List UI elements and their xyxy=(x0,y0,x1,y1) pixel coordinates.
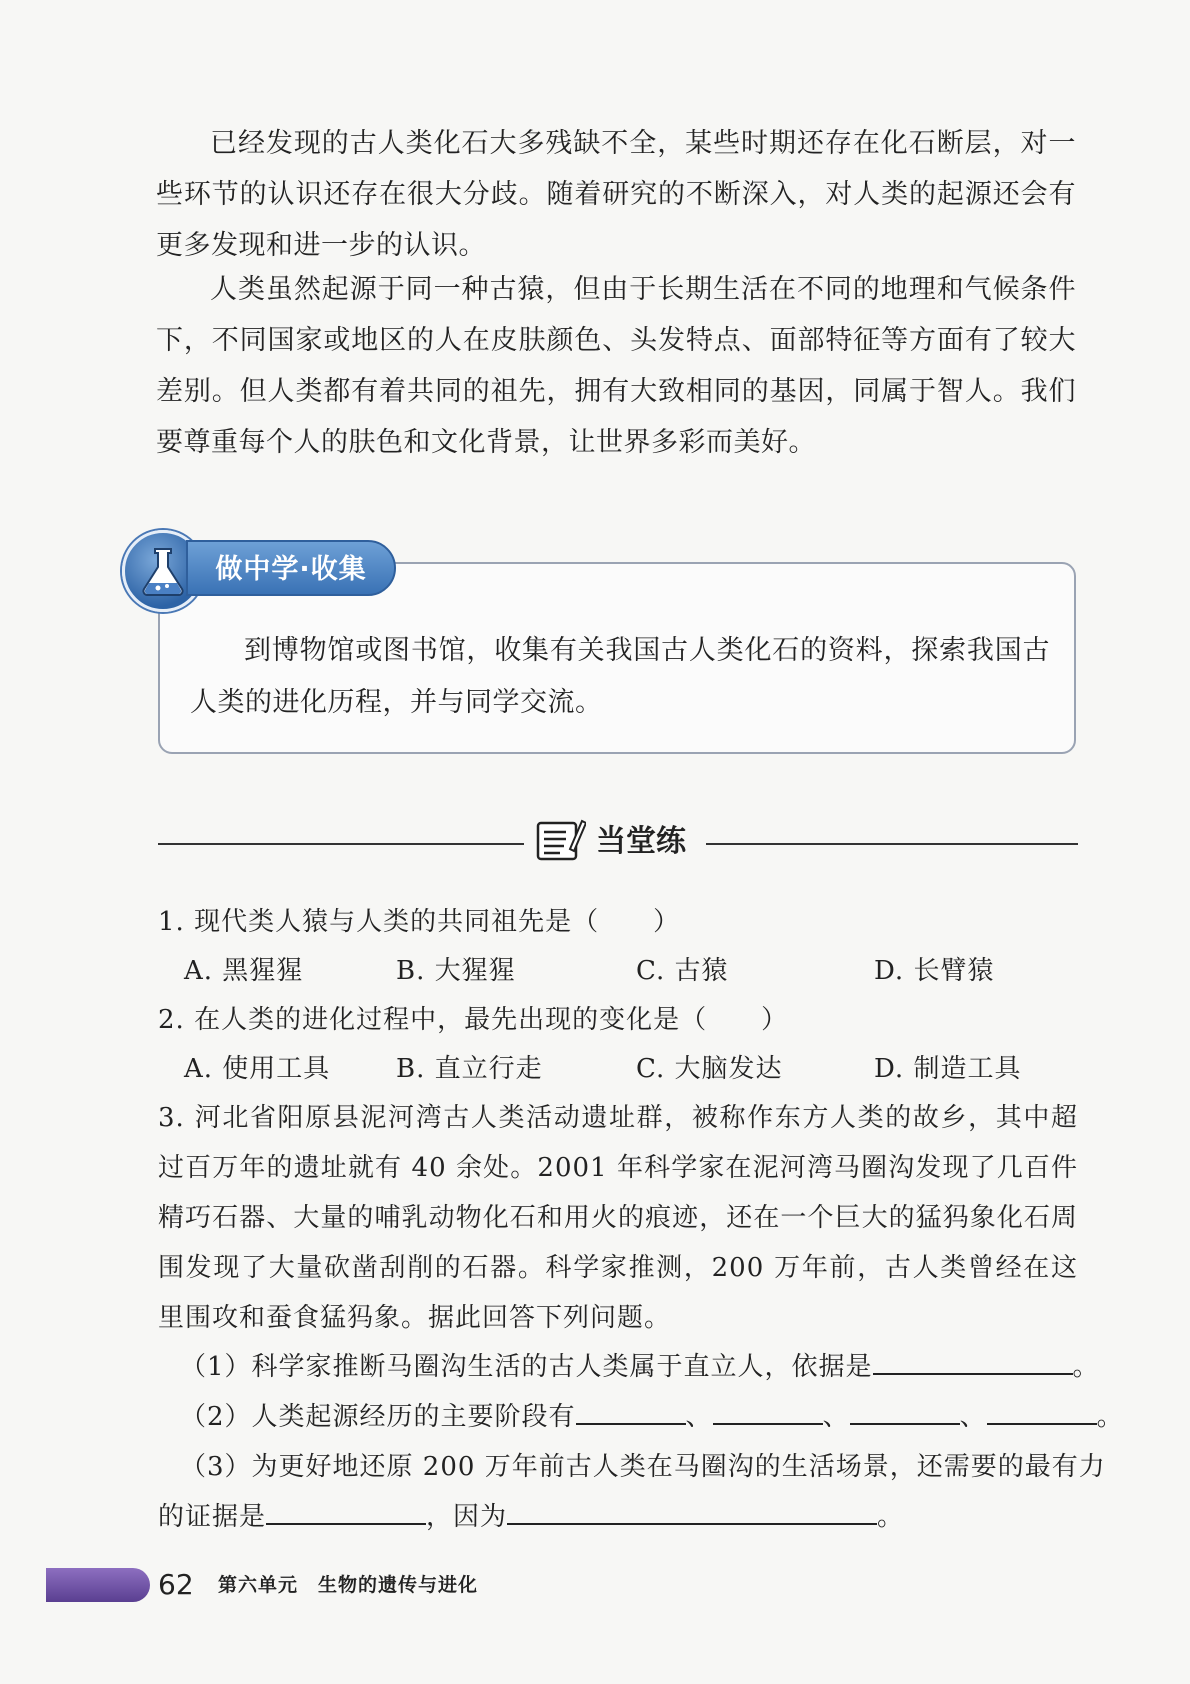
answer-blank[interactable] xyxy=(507,1493,877,1525)
footer-unit-title: 第六单元 生物的遗传与进化 xyxy=(218,1574,479,1596)
answer-blank[interactable] xyxy=(987,1393,1097,1425)
question-1-option-a: A. 黑猩猩 xyxy=(184,956,304,986)
question-2-option-a: A. 使用工具 xyxy=(184,1054,331,1084)
question-2-stem: 2. 在人类的进化过程中，最先出现的变化是（ ） xyxy=(158,1005,789,1035)
body-paragraph-1: 已经发现的古人类化石大多残缺不全，某些时期还存在化石断层，对一些环节的认识还存在很大分歧。随着研究的不断深入，对人类的起源还会有更多发现和进一步的认识。 xyxy=(156,128,1076,261)
body-paragraph-2: 人类虽然起源于同一种古猿，但由于长期生活在不同的地理和气候条件下，不同国家或地区的人在皮肤颜色、头发特点、面部特征等方面有了较大差别。但人类都有着共同的祖先，拥有大致相同的基因，同属于智人。我们要尊重每个人的肤色和文化背景，让世界多彩而美好。 xyxy=(156,274,1076,458)
answer-blank[interactable] xyxy=(850,1393,960,1425)
question-3-sub-1: （1）科学家推断马圈沟生活的古人类属于直立人，依据是 。 xyxy=(180,1342,1100,1392)
question-3-sub-2: （2）人类起源经历的主要阶段有 、 、 、 。 xyxy=(180,1392,1124,1442)
answer-blank[interactable] xyxy=(266,1493,426,1525)
footer-bar xyxy=(46,1568,150,1602)
activity-title: 做中学·收集 xyxy=(186,540,396,596)
question-2-option-b: B. 直立行走 xyxy=(396,1054,543,1084)
divider-left xyxy=(158,843,524,845)
answer-blank[interactable] xyxy=(576,1393,686,1425)
question-3-stem: 3. 河北省阳原县泥河湾古人类活动遗址群，被称作东方人类的故乡，其中超过百万年的遗址就有 40 余处。2001 年科学家在泥河湾马圈沟发现了几百件精巧石器、大量的哺乳动物化石和用火的痕迹，还在一个巨大的猛犸象化石周围发现了大量砍凿刮削的石器。科学家推测，200 万年前，古人类曾经在这里围攻和蚕食猛犸象。据此回答下列问题。 xyxy=(158,1103,1078,1333)
answer-blank[interactable] xyxy=(713,1393,823,1425)
page-number: 62 xyxy=(158,1568,194,1601)
practice-title: 当堂练 xyxy=(596,824,686,859)
question-1-option-d: D. 长臂猿 xyxy=(874,956,995,986)
answer-blank[interactable] xyxy=(873,1343,1073,1375)
question-2-option-c: C. 大脑发达 xyxy=(636,1054,783,1084)
question-2-option-d: D. 制造工具 xyxy=(874,1054,1022,1084)
question-1-stem: 1. 现代类人猿与人类的共同祖先是（ ） xyxy=(158,907,681,937)
question-1-option-b: B. 大猩猩 xyxy=(396,956,516,986)
notebook-pencil-icon xyxy=(536,815,586,863)
question-3-sub-3b: 的证据是 ，因为 。 xyxy=(158,1492,904,1542)
activity-text: 到博物馆或图书馆，收集有关我国古人类化石的资料，探索我国古人类的进化历程，并与同学交流。 xyxy=(190,635,1050,718)
divider-right xyxy=(706,843,1078,845)
question-3-sub-3a: （3）为更好地还原 200 万年前古人类在马圈沟的生活场景，还需要的最有力 xyxy=(180,1452,1106,1482)
question-1-option-c: C. 古猿 xyxy=(636,956,729,986)
